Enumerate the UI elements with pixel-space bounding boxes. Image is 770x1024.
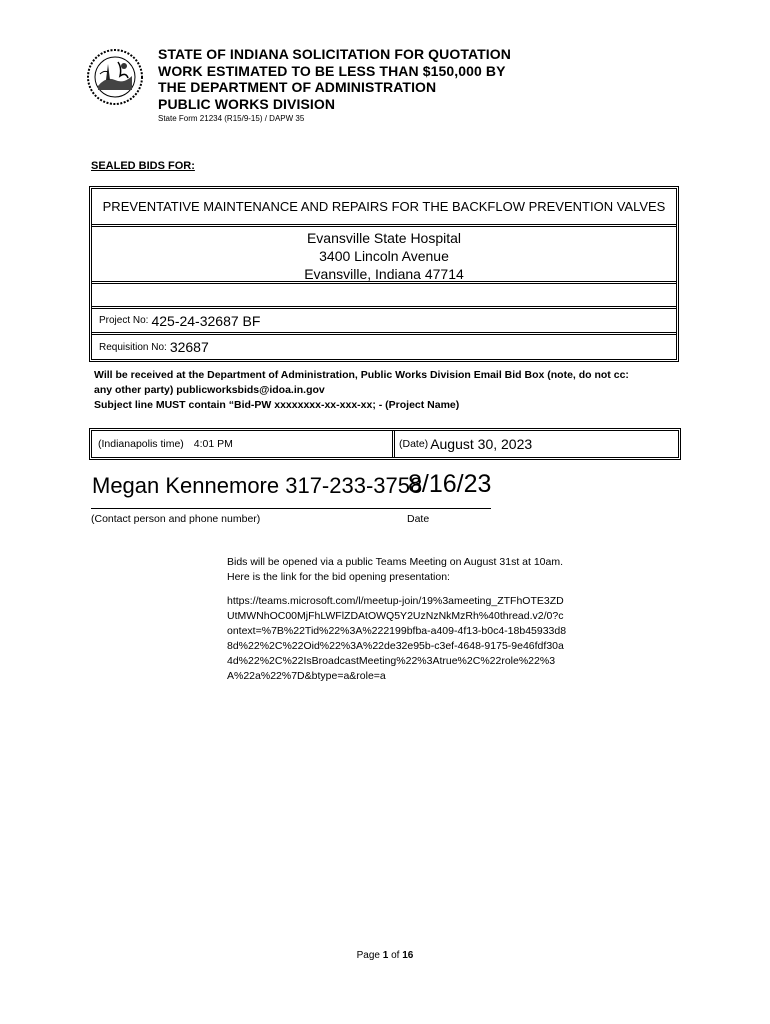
bid-opening-text: Bids will be opened via a public Teams Meeting on August 31st at 10am. Here is the link for the bid opening presentation: xyxy=(227,556,564,583)
form-title-block xyxy=(158,46,511,123)
instructions-line-2: any other party) publicworksbids@idoa.in.gov xyxy=(94,384,325,396)
time-label: (Indianapolis time) xyxy=(98,438,184,450)
location-line-1: Evansville State Hospital xyxy=(306,230,462,246)
instructions-line-3: Subject line MUST contain “Bid-PW xxxxxxxx-xx-xxx-xx; - (Project Name) xyxy=(94,399,460,411)
title-line-4: PUBLIC WORKS DIVISION xyxy=(158,95,336,112)
contact-name-phone: Megan Kennemore 317-233-3758 xyxy=(92,473,423,498)
contact-underline xyxy=(91,508,491,509)
deadline-time xyxy=(92,431,395,457)
page-current: 1 xyxy=(382,950,389,961)
project-box xyxy=(89,186,679,362)
deadline-date-value: August 30, 2023 xyxy=(430,436,533,452)
deadline-date xyxy=(395,431,678,457)
project-name: PREVENTATIVE MAINTENANCE AND REPAIRS FOR THE BACKFLOW PREVENTION VALVES xyxy=(102,199,666,214)
teams-meeting-link[interactable]: https://teams.microsoft.com/l/meetup-join/19%3ameeting_ZTFhOTE3ZDUtMWNhOC00MjFhLWFlZDAtOWQ5Y2UzNzNkMzRh%40thread.v2/0?context=%7B%22Tid%22%3A%222199bfba-a409-4f13-b0c4-18b45933d88d%22%2C%22Oid%22%3A%22de32e95b-c3ef-4648-9175-9e46fdf30a4d%22%2C%22IsBroadcastMeeting%22%3Atrue%2C%22role%22%3A%22a%22%7D&btype=a&role=a xyxy=(227,595,567,682)
contact-date-label: Date xyxy=(407,513,430,525)
contact-date: 8/16/23 xyxy=(408,470,492,498)
sealed-bids-label: SEALED BIDS FOR: xyxy=(91,160,195,172)
page-of: of xyxy=(388,950,403,961)
project-no-row xyxy=(92,309,676,335)
project-no-value: 425-24-32687 BF xyxy=(151,312,261,329)
blank-row xyxy=(92,284,676,309)
submission-instructions xyxy=(94,368,694,413)
page-number xyxy=(0,950,770,961)
location-line-3: Evansville, Indiana 47714 xyxy=(304,266,464,282)
project-name-row xyxy=(92,189,676,227)
page-prefix: Page xyxy=(356,950,383,961)
page-total: 16 xyxy=(402,950,414,961)
project-location xyxy=(92,227,676,284)
deadline-box xyxy=(89,428,681,460)
instructions-line-1: Will be received at the Department of Administration, Public Works Division Email Bid Box (note, do not cc: xyxy=(94,369,629,381)
requisition-no-label: Requisition No: xyxy=(99,341,167,353)
title-line-2: WORK ESTIMATED TO BE LESS THAN $150,000 BY xyxy=(158,62,506,79)
requisition-no-row xyxy=(92,335,676,359)
time-value: 4:01 PM xyxy=(193,438,233,450)
title-line-1: STATE OF INDIANA SOLICITATION FOR QUOTATION xyxy=(158,46,511,62)
date-label-small: (Date) xyxy=(399,438,429,450)
contact-label: (Contact person and phone number) xyxy=(91,513,261,525)
title-line-3: THE DEPARTMENT OF ADMINISTRATION xyxy=(158,79,437,95)
form-id: State Form 21234 (R15/9-15) / DAPW 35 xyxy=(158,114,305,123)
requisition-no-value: 32687 xyxy=(169,339,209,355)
project-no-label: Project No: xyxy=(99,315,149,326)
state-seal xyxy=(86,46,144,108)
location-line-2: 3400 Lincoln Avenue xyxy=(319,248,449,264)
